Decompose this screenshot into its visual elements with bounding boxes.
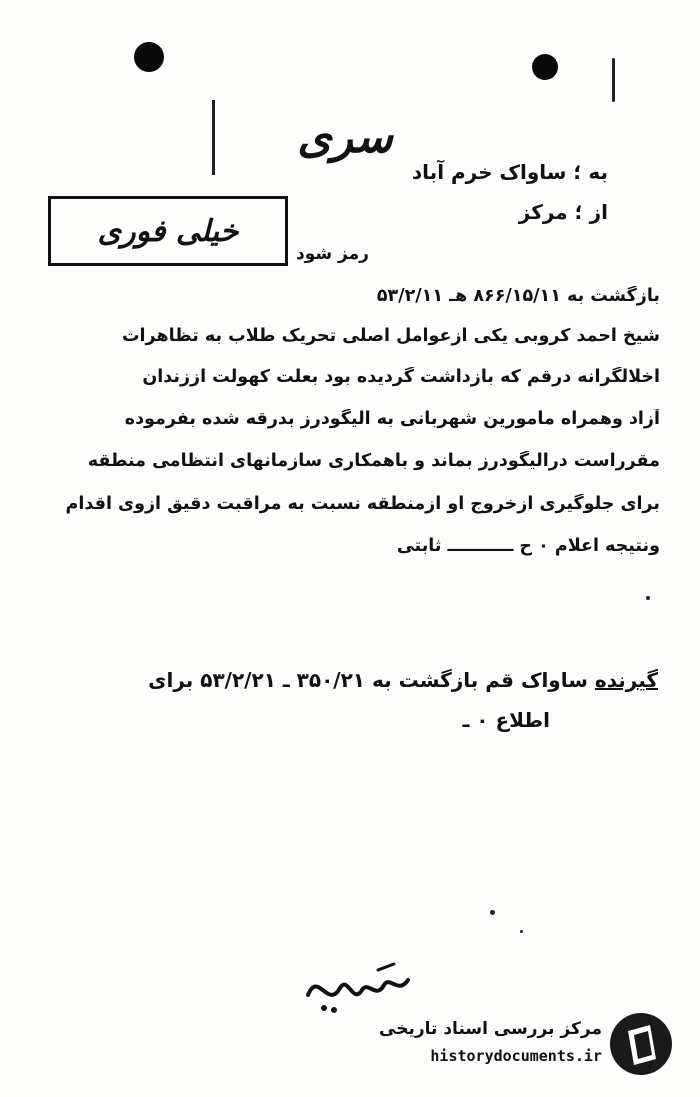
archive-watermark — [379, 1009, 682, 1083]
archive-url: historydocuments.ir — [430, 1047, 602, 1065]
addressee-line: به ؛ ساواک خرم آباد — [411, 160, 608, 184]
punch-hole-left — [134, 42, 164, 72]
recipients-text: ساواک قم بازگشت به ۳۵۰/۲۱ ـ ۵۳/۲/۲۱ برای — [148, 668, 588, 692]
classification-heading: سری — [297, 112, 393, 163]
reference-line: بازگشت به ۸۶۶/۱۵/۱۱ ه‍ـ ۵۳/۲/۱۱ — [376, 286, 660, 306]
body-line: ونتیجه اعلام ۰ ح ـــــــــــ ثابتی — [396, 536, 660, 556]
body-line: شیخ احمد کروبی یکی ازعوامل اصلی تحریک طلاب به تظاهرات — [121, 326, 660, 346]
margin-mark — [212, 100, 215, 175]
recipients-tail — [150, 708, 550, 732]
urgent-stamp — [48, 196, 288, 266]
encrypt-note: رمز شود — [296, 244, 369, 264]
speck — [490, 910, 495, 915]
body-line: آزاد وهمراه مامورین شهربانی به الیگودرز بدرقه شده بفرموده — [124, 409, 660, 429]
sender-line: از ؛ مرکز — [518, 200, 608, 224]
speck — [646, 596, 650, 600]
recipients-line — [38, 668, 658, 692]
speck — [520, 930, 523, 933]
recipients-tail-text: اطلاع ۰ ـ — [462, 708, 550, 732]
body-line: اخلالگرانه درقم که بازداشت گردیده بود بعلت کهولت اززندان — [142, 367, 660, 387]
punch-hole-right — [532, 54, 558, 80]
recipients-label: گیرنده — [594, 668, 658, 692]
body-line: برای جلوگیری ازخروج او ازمنطقه نسبت به مراقبت دقیق ازوی اقدام — [65, 494, 660, 514]
speck — [612, 58, 615, 102]
urgent-stamp-text: خیلی فوری — [97, 213, 239, 249]
archive-logo-icon — [610, 1013, 672, 1075]
body-line: مقرراست درالیگودرز بماند و باهمکاری سازمانهای انتظامی منطقه — [87, 451, 660, 471]
archive-name: مرکز بررسی اسناد تاریخی — [379, 1019, 602, 1039]
